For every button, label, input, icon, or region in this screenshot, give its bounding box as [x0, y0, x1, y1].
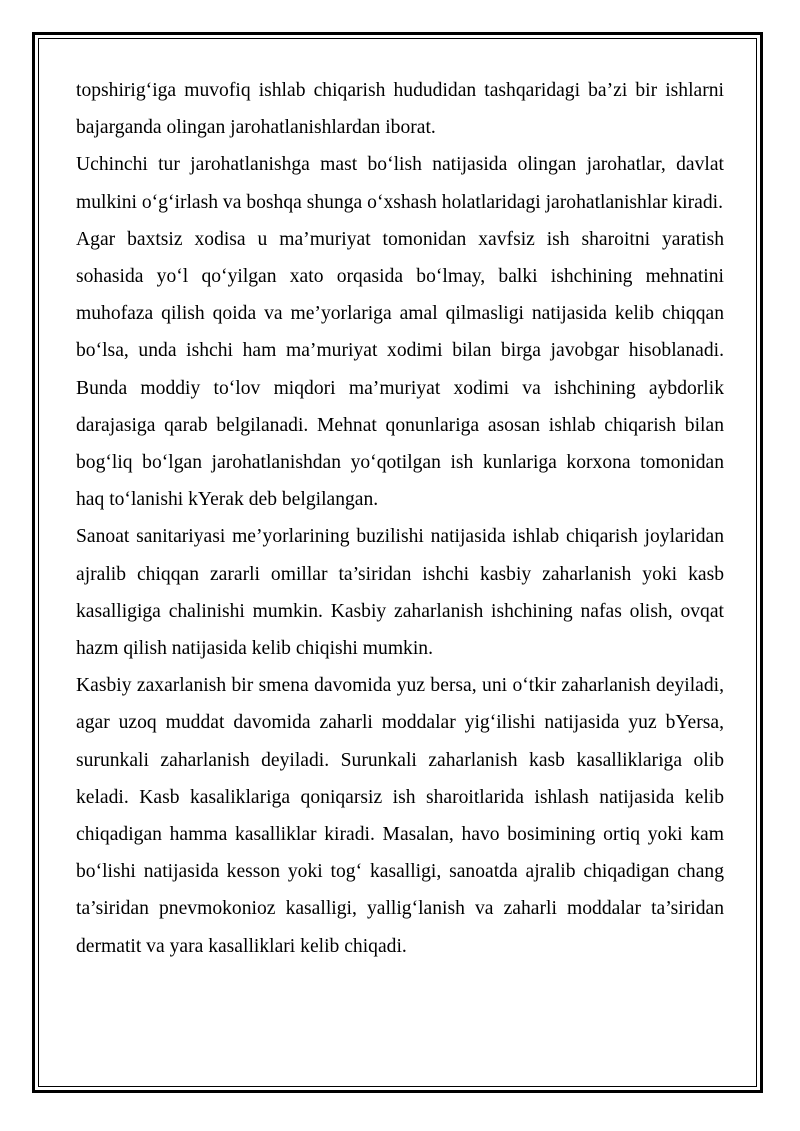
paragraph-5: Kasbiy zaxarlanish bir smena davomida yuz bersa, uni o‘tkir zaharlanish deyiladi, agar uzoq muddat davomida zaharli moddalar yig‘ilishi natijasida yuz bYersa, surunkali zaharlanish deyiladi. Surunkali zaharlanish kasb kasalliklariga olib keladi. Kasb kasaliklariga qoniqarsiz ish sharoitlarida ishlash natijasida kelib chiqadigan hamma kasalliklar kiradi. Masalan, havo bosimining ortiq yoki kam bo‘lishi natijasida kesson yoki tog‘ kasalligi, sanoatda ajralib chiqadigan chang ta’siridan pnevmokonioz kasalligi, yallig‘lanish va zaharli moddalar ta’siridan dermatit va yara kasalliklari kelib chiqadi. [76, 675, 724, 957]
paragraph-4: Sanoat sanitariyasi me’yorlarining buzilishi natijasida ishlab chiqarish joylaridan ajralib chiqqan zararli omillar ta’siridan ishchi kasbiy zaharlanish yoki kasb kasalligiga chalinishi mumkin. Kasbiy zaharlanish ishchining nafas olish, ovqat hazm qilish natijasida kelib chiqishi mumkin. [76, 526, 724, 660]
document-body [76, 72, 724, 965]
paragraph-3: Agar baxtsiz xodisa u ma’muriyat tomonidan xavfsiz ish sharoitni yaratish sohasida yo‘l qo‘yilgan xato orqasida bo‘lmay, balki ishchining mehnatini muhofaza qilish qoida va me’yorlariga amal qilmasligi natijasida kelib chiqqan bo‘lsa, unda ishchi ham ma’muriyat xodimi bilan birga javobgar hisoblanadi. Bunda moddiy to‘lov miqdori ma’muriyat xodimi va ishchining aybdorlik darajasiga qarab belgilanadi. Mehnat qonunlariga asosan ishlab chiqarish bilan bog‘liq bo‘lgan jarohatlanishdan yo‘qotilgan ish kunlariga korxona tomonidan haq to‘lanishi kYerak deb belgilangan. [76, 228, 724, 511]
paragraph-1: topshirig‘iga muvofiq ishlab chiqarish hududidan tashqaridagi ba’zi bir ishlarni bajarganda olingan jarohatlanishlardan iborat. [76, 80, 724, 139]
paragraph-2: Uchinchi tur jarohatlanishga mast bo‘lish natijasida olingan jarohatlar, davlat mulkini o‘g‘irlash va boshqa shunga o‘xshash holatlaridagi jarohatlanishlar kiradi. [76, 154, 724, 213]
